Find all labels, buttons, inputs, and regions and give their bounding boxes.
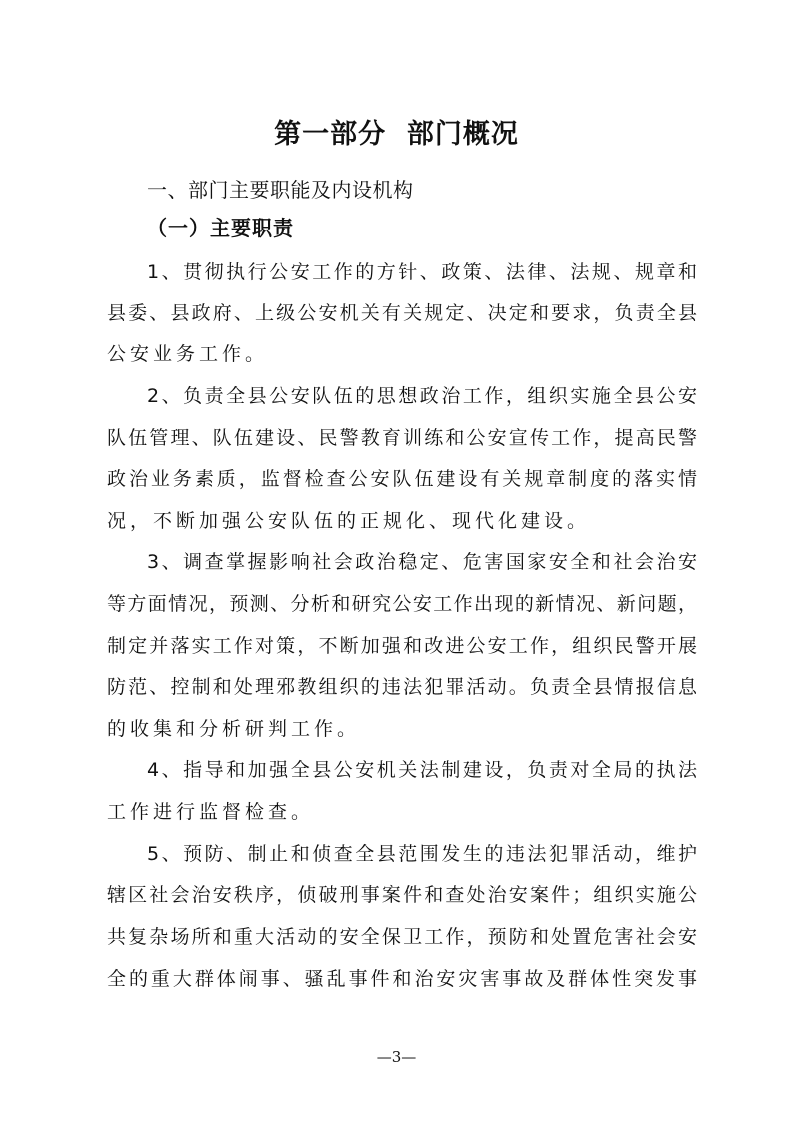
body-line: 2、负责全县公安队伍的思想政治工作，组织实施全县公安 bbox=[147, 385, 697, 407]
body-line: 县委、县政府、上级公安机关有关规定、决定和要求，负责全县 bbox=[107, 302, 697, 324]
body-line: 4、指导和加强全县公安机关法制建设，负责对全局的执法 bbox=[147, 759, 697, 781]
body-line: 全的重大群体闹事、骚乱事件和治安灾害事故及群体性突发事 bbox=[107, 968, 697, 990]
body-line: 3、调查掌握影响社会政治稳定、危害国家安全和社会治安 bbox=[147, 551, 697, 573]
body-line: 5、预防、制止和侦查全县范围发生的违法犯罪活动，维护 bbox=[147, 843, 697, 865]
body-line: 防范、控制和处理邪教组织的违法犯罪活动。负责全县情报信息 bbox=[107, 676, 697, 698]
body-line: 公安业务工作。 bbox=[107, 343, 269, 365]
body-line: 的收集和分析研判工作。 bbox=[107, 718, 361, 740]
body-line: 等方面情况，预测、分析和研究公安工作出现的新情况、新问题， bbox=[107, 593, 697, 615]
section-heading: 一、部门主要职能及内设机构 bbox=[147, 178, 414, 202]
body-line: 队伍管理、队伍建设、民警教育训练和公安宣传工作，提高民警 bbox=[107, 427, 697, 449]
body-line: 况，不断加强公安队伍的正规化、现代化建设。 bbox=[107, 510, 591, 532]
subsection-heading: （一）主要职责 bbox=[147, 216, 294, 240]
body-line: 工作进行监督检查。 bbox=[107, 801, 315, 823]
body-line: 1、贯彻执行公安工作的方针、政策、法律、法规、规章和 bbox=[147, 261, 697, 283]
page-title: 第一部分 部门概况 bbox=[274, 119, 519, 150]
page-number: —3— bbox=[376, 1048, 417, 1066]
body-line: 政治业务素质，监督检查公安队伍建设有关规章制度的落实情 bbox=[107, 468, 697, 490]
body-line: 辖区社会治安秩序，侦破刑事案件和查处治安案件；组织实施公 bbox=[107, 884, 697, 906]
body-line: 共复杂场所和重大活动的安全保卫工作，预防和处置危害社会安 bbox=[107, 926, 697, 948]
body-line: 制定并落实工作对策，不断加强和改进公安工作，组织民警开展 bbox=[107, 635, 697, 657]
